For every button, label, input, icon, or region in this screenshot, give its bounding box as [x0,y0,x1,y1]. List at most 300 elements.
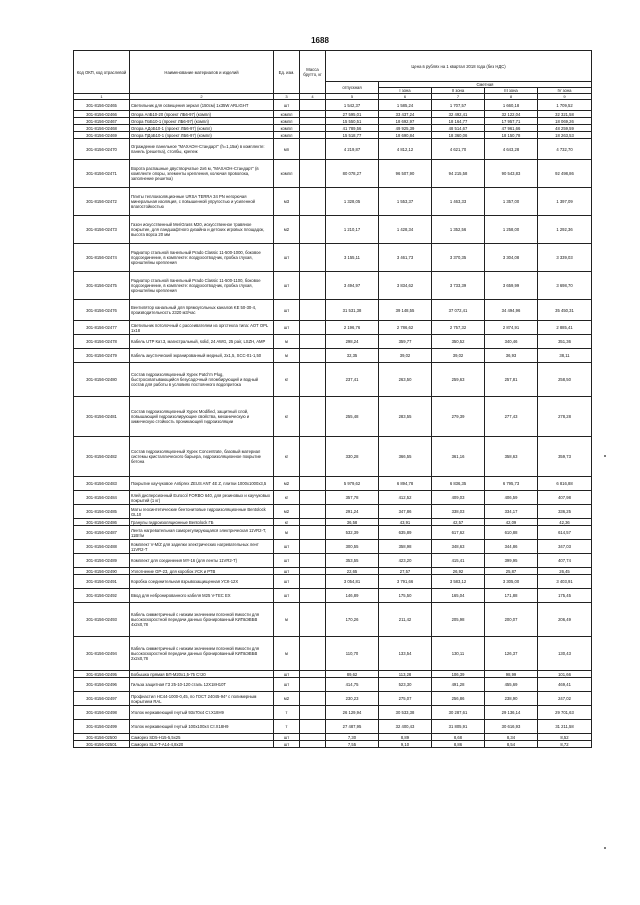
cell-code: 301-8156-02469 [74,132,130,139]
cell-mass [300,139,326,160]
cell-zone-3-price: 1 258,00 [485,216,538,244]
cell-code: 301-8156-02496 [74,678,130,692]
cell-release-price: 4 219,87 [326,139,379,160]
cell-zone-1-price: 39 148,55 [379,300,432,321]
cell-zone-1-price: 4 812,12 [379,139,432,160]
cell-mass [300,505,326,519]
cell-code: 301-8156-02472 [74,188,130,216]
cell-release-price: 237,41 [326,363,379,397]
cell-zone-2-price: 42,57 [432,519,485,526]
cell-name: Светильник потолочный с рассеивателем из оргстекла типа: AOT OPL 1х18 [130,321,274,335]
table-row [74,692,592,706]
cell-unit: м [274,603,300,637]
cell-code: 301-8156-02493 [74,603,130,637]
cell-zone-2-price: 409,03 [432,491,485,505]
cell-code: 301-8156-02475 [74,272,130,300]
cell-name: Состав гидроизоляционный Хурех Modified, защитный слой, повышающий гидроизолирующие свойства, механическую и химическую стойкость проникающей гидроизоляции [130,397,274,437]
cell-code: 301-8156-02482 [74,437,130,477]
cell-name: Светильник для освещения зеркал (150см) 1х35W ARLIGHT [130,100,274,111]
cell-zone-3-price: 2 874,91 [485,321,538,335]
cell-zone-2-price: 4 621,70 [432,139,485,160]
cell-mass [300,526,326,540]
cell-code: 301-8156-02467 [74,118,130,125]
cell-release-price: 80 078,27 [326,160,379,188]
cell-mass [300,477,326,491]
cell-name: Маты геосинтетические бентонитовые гидроизоляционные Bentolock GL10 [130,505,274,519]
cell-zone-3-price: 47 961,66 [485,125,538,132]
cell-code: 301-8156-02499 [74,720,130,734]
table-row [74,335,592,349]
cell-zone-3-price: 238,90 [485,692,538,706]
cell-zone-2-price: 348,63 [432,540,485,554]
cell-zone-3-price: 34 494,96 [485,300,538,321]
table-row [74,706,592,720]
cell-zone-4-price: 407,98 [538,491,592,505]
cell-name: Гильза защитная ГЗ 25-10-120 сталь 12Х18Н10Т [130,678,274,692]
cell-zone-4-price: 336,25 [538,505,592,519]
cell-unit: м [274,526,300,540]
cell-name: Опора АпБ10-20 (проект ЛБ6-97) (компл) [130,111,274,118]
cell-code: 301-8156-02476 [74,300,130,321]
cell-zone-2-price: 491,28 [432,678,485,692]
cell-zone-2-price: 37 072,41 [432,300,485,321]
cell-name: Лента нагревательная саморегулирующаяся электрическая 11VR2-T, 11Вт/м [130,526,274,540]
table-row [74,741,592,748]
cell-zone-4-price: 1 709,52 [538,100,592,111]
cell-zone-1-price: 366,55 [379,437,432,477]
header-unit: Ед. изм. [274,51,300,94]
cell-release-price: 32,35 [326,349,379,363]
cell-mass [300,397,326,437]
cell-release-price: 31 531,38 [326,300,379,321]
cell-zone-4-price: 175,45 [538,589,592,603]
cell-release-price: 357,78 [326,491,379,505]
cell-unit: шт [274,671,300,678]
cell-zone-2-price: 1 463,33 [432,188,485,216]
cell-unit: шт [274,568,300,575]
cell-mass [300,321,326,335]
cell-code: 301-8156-02490 [74,568,130,575]
cell-code: 301-8156-02495 [74,671,130,678]
cell-zone-4-price: 2 885,41 [538,321,592,335]
header-mass: Масса брутто, кг [300,51,326,94]
cell-zone-2-price: 617,62 [432,526,485,540]
table-row [74,216,592,244]
cell-code: 301-8156-02488 [74,540,130,554]
cell-mass [300,540,326,554]
cell-zone-3-price: 4 643,28 [485,139,538,160]
cell-zone-2-price: 3 583,12 [432,575,485,589]
cell-code: 301-8156-02470 [74,139,130,160]
cell-unit: м3 [274,188,300,216]
cell-zone-3-price: 42,09 [485,519,538,526]
cell-unit: м2 [274,216,300,244]
cell-mass [300,720,326,734]
column-number: 5 [326,94,379,100]
cell-code: 301-8156-02489 [74,554,130,568]
cell-unit: шт [274,678,300,692]
cell-zone-2-price: 415,41 [432,554,485,568]
price-table [73,50,592,748]
cell-unit: шт [274,741,300,748]
cell-code: 301-8156-02480 [74,363,130,397]
cell-zone-4-price: 351,36 [538,335,592,349]
cell-name: Саморез SD5-Н15-5,5х25 [130,734,274,741]
table-row [74,111,592,118]
cell-mass [300,519,326,526]
cell-zone-2-price: 338,03 [432,505,485,519]
cell-code: 301-8156-02494 [74,637,130,671]
cell-code: 301-8156-02491 [74,575,130,589]
cell-release-price: 22,65 [326,568,379,575]
cell-zone-2-price: 3 370,35 [432,244,485,272]
cell-zone-3-price: 257,81 [485,363,538,397]
cell-zone-4-price: 1 397,09 [538,188,592,216]
cell-unit: т [274,720,300,734]
cell-unit: компл [274,125,300,132]
cell-release-price: 36,58 [326,519,379,526]
cell-zone-4-price: 1 292,36 [538,216,592,244]
cell-zone-4-price: 247,02 [538,692,592,706]
cell-code: 301-8156-02465 [74,100,130,111]
cell-mass [300,216,326,244]
cell-zone-3-price: 36,93 [485,349,538,363]
cell-release-price: 3 155,11 [326,244,379,272]
cell-zone-4-price: 38,11 [538,349,592,363]
cell-zone-4-price: 130,43 [538,637,592,671]
table-row [74,678,592,692]
cell-zone-2-price: 259,63 [432,363,485,397]
cell-zone-2-price: 31 805,91 [432,720,485,734]
cell-zone-3-price: 6 795,73 [485,477,538,491]
cell-mass [300,692,326,706]
cell-code: 301-8156-02487 [74,526,130,540]
cell-zone-1-price: 2 786,62 [379,321,432,335]
cell-code: 301-8156-02478 [74,335,130,349]
table-row [74,720,592,734]
cell-mass [300,706,326,720]
cell-mass [300,272,326,300]
cell-zone-4-price: 359,73 [538,437,592,477]
cell-zone-1-price: 423,20 [379,554,432,568]
cell-code: 301-8156-02483 [74,477,130,491]
column-number: 4 [300,94,326,100]
cell-mass [300,637,326,671]
header-zone: IV зона [538,88,592,94]
cell-unit: шт [274,734,300,741]
table-row [74,477,592,491]
cell-unit: шт [274,540,300,554]
cell-mass [300,363,326,397]
cell-zone-3-price: 334,17 [485,505,538,519]
cell-mass [300,125,326,132]
table-row [74,505,592,519]
cell-zone-4-price: 18 263,53 [538,132,592,139]
cell-release-price: 255,48 [326,397,379,437]
cell-zone-3-price: 8,34 [485,734,538,741]
column-number: 7 [432,94,485,100]
table-row [74,118,592,125]
cell-release-price: 3 054,81 [326,575,379,589]
cell-release-price: 3 494,97 [326,272,379,300]
cell-zone-4-price: 8,52 [538,734,592,741]
cell-mass [300,734,326,741]
cell-name: Опора ПДоБ10-1 (проект ЛБ6-97) (компл) [130,132,274,139]
header-code: Код ОКП, код отраслевой [74,51,130,94]
cell-zone-4-price: 18 069,26 [538,118,592,125]
cell-zone-3-price: 358,63 [485,437,538,477]
cell-zone-4-price: 3 339,03 [538,244,592,272]
cell-zone-4-price: 3 403,91 [538,575,592,589]
cell-zone-3-price: 406,59 [485,491,538,505]
cell-mass [300,300,326,321]
cell-code: 301-8156-02477 [74,321,130,335]
cell-zone-1-price: 263,50 [379,363,432,397]
cell-zone-3-price: 171,88 [485,589,538,603]
header-zone: III зона [485,88,538,94]
cell-unit: кг [274,491,300,505]
cell-code: 301-8156-02486 [74,519,130,526]
cell-zone-1-price: 8,89 [379,734,432,741]
cell-release-price: 353,55 [326,554,379,568]
cell-unit: компл [274,160,300,188]
cell-zone-4-price: 29 701,63 [538,706,592,720]
cell-mass [300,132,326,139]
cell-zone-2-price: 361,16 [432,437,485,477]
cell-zone-4-price: 278,28 [538,397,592,437]
cell-zone-2-price: 18 164,77 [432,118,485,125]
cell-release-price: 291,24 [326,505,379,519]
cell-zone-4-price: 407,74 [538,554,592,568]
binding-hole [604,847,606,849]
header-name: Наименование материалов и изделий [130,51,274,94]
cell-zone-1-price: 3 791,66 [379,575,432,589]
cell-zone-4-price: 48 259,59 [538,125,592,132]
cell-unit: шт [274,244,300,272]
cell-mass [300,741,326,748]
cell-zone-3-price: 1 357,00 [485,188,538,216]
table-row [74,437,592,477]
cell-zone-3-price: 3 305,00 [485,575,538,589]
column-number: 6 [379,94,432,100]
table-header [74,51,592,100]
cell-zone-1-price: 275,07 [379,692,432,706]
table-row [74,568,592,575]
cell-zone-3-price: 344,86 [485,540,538,554]
cell-unit: м [274,335,300,349]
cell-name: Саморез SL2-T-A14-4,8х20 [130,741,274,748]
cell-name: Комплект V-M/Z для заделки электрических нагревательных лент 11VR2-T [130,540,274,554]
cell-zone-1-price: 3 461,73 [379,244,432,272]
table-row [74,734,592,741]
cell-code: 301-8156-02501 [74,741,130,748]
cell-code: 301-8156-02481 [74,397,130,437]
cell-zone-2-price: 48 514,67 [432,125,485,132]
cell-zone-4-price: 31 211,58 [538,720,592,734]
table-body [74,100,592,748]
cell-unit: м2 [274,477,300,491]
cell-zone-4-price: 347,03 [538,540,592,554]
cell-release-price: 1 328,05 [326,188,379,216]
cell-zone-4-price: 3 698,70 [538,272,592,300]
table-row [74,244,592,272]
cell-zone-4-price: 614,57 [538,526,592,540]
cell-release-price: 110,70 [326,637,379,671]
table-row [74,671,592,678]
cell-zone-1-price: 96 507,90 [379,160,432,188]
cell-code: 301-8156-02500 [74,734,130,741]
cell-zone-2-price: 1 707,57 [432,100,485,111]
cell-unit: кг [274,397,300,437]
cell-release-price: 15 550,51 [326,118,379,125]
cell-name: Бобышка прямая БП-М20х1,5-75 Ст20 [130,671,274,678]
table-row [74,139,592,160]
cell-mass [300,349,326,363]
cell-zone-2-price: 165,04 [432,589,485,603]
cell-zone-2-price: 6 836,35 [432,477,485,491]
header-estimate-price: Сметная [379,82,592,88]
cell-zone-3-price: 17 957,71 [485,118,538,125]
cell-zone-4-price: 8,72 [538,741,592,748]
cell-code: 301-8156-02498 [74,706,130,720]
cell-zone-1-price: 3 834,62 [379,272,432,300]
cell-release-price: 146,89 [326,589,379,603]
cell-zone-3-price: 126,37 [485,637,538,671]
cell-name: Коробка соединительная взрывозащищенная УСК-12Х [130,575,274,589]
cell-name: Профнастил НС44-1000-0,45, по ГОСТ 24045-94* с полимерным покрытием RAL [130,692,274,706]
cell-name: Гранулы гидроизоляционные Bentolock ГБ [130,519,274,526]
table-row [74,397,592,437]
binding-hole [604,455,606,457]
cell-release-price: 330,28 [326,437,379,477]
cell-zone-1-price: 175,50 [379,589,432,603]
cell-mass [300,244,326,272]
cell-code: 301-8156-02479 [74,349,130,363]
cell-zone-1-price: 523,30 [379,678,432,692]
cell-zone-3-price: 8,54 [485,741,538,748]
table-row [74,526,592,540]
cell-zone-1-price: 1 553,37 [379,188,432,216]
cell-zone-3-price: 25,87 [485,568,538,575]
table-row [74,491,592,505]
cell-zone-3-price: 90 543,83 [485,160,538,188]
cell-name: Опора ПоБ10-1 (проект ЛБ6-97) (компл) [130,118,274,125]
cell-zone-4-price: 469,41 [538,678,592,692]
cell-name: Радиатор стальной панельный Prado Classic 11-500-1000, боковое подсоединение, в комплекте: воздухоотводчик, пробка глухая, кронштейны крепления [130,244,274,272]
cell-zone-4-price: 32 321,58 [538,111,592,118]
cell-mass [300,589,326,603]
cell-code: 301-8156-02468 [74,125,130,132]
cell-unit: кг [274,437,300,477]
cell-mass [300,100,326,111]
cell-name: Состав гидроизоляционный Хурех Concentrate, базовый материал системы кристаллического барьера, гидроизоляционное покрытие бетона [130,437,274,477]
cell-unit: м2 [274,505,300,519]
column-number: 2 [130,94,274,100]
cell-zone-2-price: 205,98 [432,603,485,637]
cell-zone-4-price: 35 450,31 [538,300,592,321]
cell-mass [300,188,326,216]
cell-release-price: 89,62 [326,671,379,678]
cell-unit: мп [274,139,300,160]
cell-zone-1-price: 27,57 [379,568,432,575]
cell-code: 301-8156-02497 [74,692,130,706]
cell-zone-3-price: 30 616,93 [485,720,538,734]
cell-release-price: 41 789,56 [326,125,379,132]
cell-release-price: 15 518,77 [326,132,379,139]
cell-unit: шт [274,321,300,335]
cell-zone-2-price: 2 757,32 [432,321,485,335]
cell-zone-1-price: 18 690,84 [379,132,432,139]
cell-mass [300,437,326,477]
cell-name: Уплотнение GP-23, для коробок УСК и РТВ [130,568,274,575]
column-number: 3 [274,94,300,100]
cell-zone-2-price: 8,86 [432,741,485,748]
cell-zone-1-price: 30 533,38 [379,706,432,720]
cell-zone-3-price: 3 304,08 [485,244,538,272]
cell-release-price: 7,30 [326,734,379,741]
cell-zone-1-price: 33 437,24 [379,111,432,118]
table-row [74,132,592,139]
cell-unit: м [274,349,300,363]
cell-zone-2-price: 39,02 [432,349,485,363]
cell-code: 301-8156-02492 [74,589,130,603]
cell-zone-3-price: 18 150,78 [485,132,538,139]
cell-code: 301-8156-02466 [74,111,130,118]
cell-mass [300,603,326,637]
cell-zone-1-price: 32 400,43 [379,720,432,734]
table-row [74,100,592,111]
cell-unit: шт [274,272,300,300]
cell-zone-4-price: 42,36 [538,519,592,526]
cell-zone-2-price: 94 215,58 [432,160,485,188]
cell-mass [300,568,326,575]
table-row [74,188,592,216]
cell-name: Уголок нержавеющий гнутый 100х100х4 Ст.Х18Н9 [130,720,274,734]
cell-name: Опора АДоБ10-1 (проект ЛБ6-97) (компл) [130,125,274,132]
cell-zone-3-price: 455,69 [485,678,538,692]
cell-name: Кабель UTP Кат.3, магистральный, solid, 24 AWG, 25 pair, LSZH, AMP [130,335,274,349]
cell-unit: т [274,706,300,720]
cell-zone-2-price: 256,86 [432,692,485,706]
cell-name: Состав гидроизоляционный Хурех Patch'n Plug, быстросхватывающийся безусадочный пломбирующий и водный состав для работы в условиях постоянного водопритока [130,363,274,397]
cell-mass [300,554,326,568]
table-row [74,575,592,589]
cell-release-price: 170,26 [326,603,379,637]
cell-name: Кабель акустический экранированный медный, 2х1,5, SCC-01-1,50 [130,349,274,363]
cell-zone-1-price: 358,98 [379,540,432,554]
table-row [74,589,592,603]
cell-release-price: 26 129,94 [326,706,379,720]
cell-mass [300,160,326,188]
cell-release-price: 2 196,76 [326,321,379,335]
cell-name: Комплект для соединения MY-16 (для ленты 11VR2-T) [130,554,274,568]
cell-unit: компл [274,118,300,125]
cell-zone-3-price: 610,88 [485,526,538,540]
cell-release-price: 7,55 [326,741,379,748]
header-prices: Цена в рублях на 1 квартал 2018 года (без НДС) [326,51,592,82]
cell-name: Газон искусственный MeriGrass M20, искусственное травяное покрытие, для ландшафтного дизайна и детских игровых площадок, высота ворса 20 мм [130,216,274,244]
cell-zone-1-price: 39,02 [379,349,432,363]
cell-zone-4-price: 6 816,88 [538,477,592,491]
cell-zone-2-price: 8,68 [432,734,485,741]
column-number: 9 [538,94,592,100]
table-row [74,321,592,335]
table-row [74,160,592,188]
cell-name: Кабель симметричный с низким значением погонной ёмкости для высокоскоростной передачи данных бронированный КИПвЭВБВ 2х2х0,78 [130,637,274,671]
cell-release-price: 5 979,62 [326,477,379,491]
cell-release-price: 298,24 [326,335,379,349]
table-row [74,125,592,132]
